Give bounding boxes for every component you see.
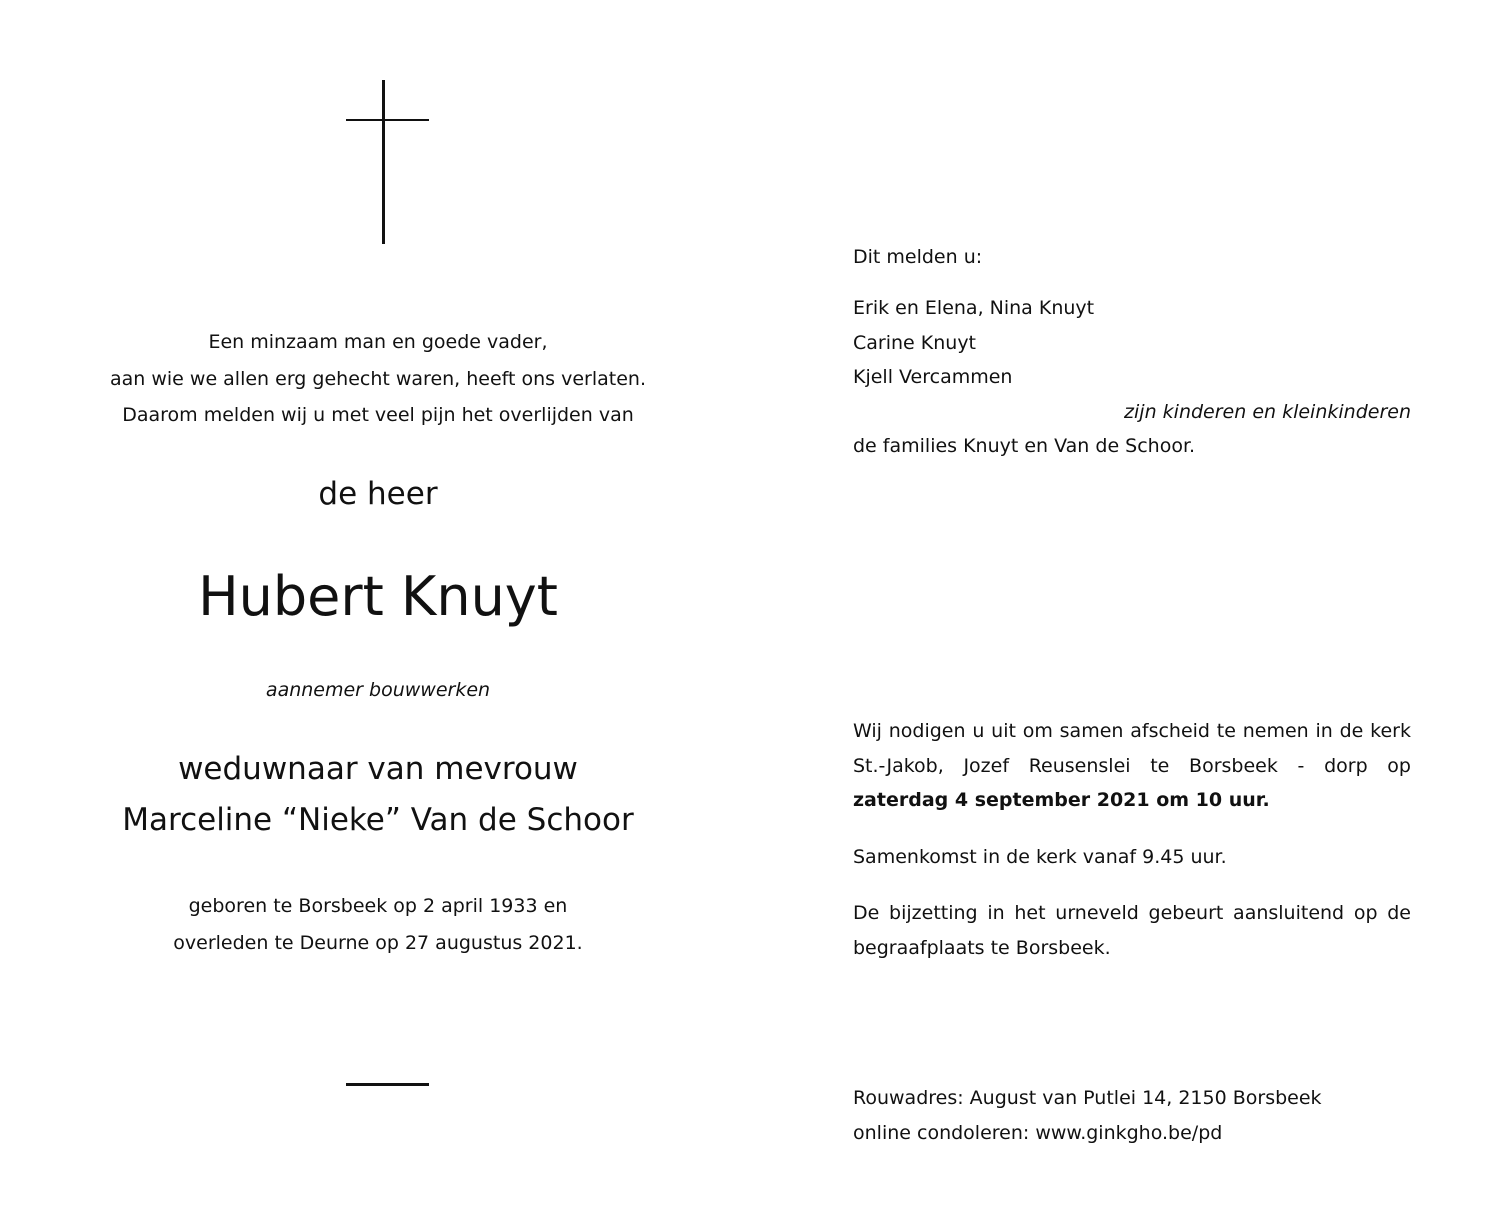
ceremony-date: zaterdag 4 september 2021 om 10 uur.	[853, 789, 1270, 811]
deceased-name: Hubert Knuyt	[198, 565, 558, 628]
intro-line: Een minzaam man en goede vader,	[208, 331, 548, 353]
gathering-text: Samenkomst in de kerk vanaf 9.45 uur.	[853, 845, 1227, 868]
family-role: zijn kinderen en kleinkinderen	[1124, 400, 1411, 423]
cross-icon-vertical	[382, 80, 385, 244]
honorific-title: de heer	[318, 476, 438, 512]
invitation-block	[853, 714, 1411, 965]
condolence-link[interactable]: online condoleren: www.ginkgho.be/pd	[853, 1121, 1223, 1144]
intro-line: Daarom melden wij u met veel pijn het overlijden van	[122, 404, 634, 426]
spouse-text	[60, 744, 696, 846]
invitation-body: Wij nodigen u uit om samen afscheid te nemen in de kerk St.-Jakob, Jozef Reusenslei te Borsbeek - dorp op	[853, 720, 1411, 777]
mourning-address: Rouwadres: August van Putlei 14, 2150 Borsbeek	[853, 1087, 1322, 1109]
profession: aannemer bouwwerken	[265, 679, 491, 701]
family-list	[853, 291, 1411, 464]
family-member: Erik en Elena, Nina Knuyt	[853, 297, 1095, 319]
birth-death-dates	[60, 888, 696, 962]
spouse-line: Marceline “Nieke” Van de Schoor	[122, 802, 634, 838]
death-line: overleden te Deurne op 27 augustus 2021.	[173, 932, 583, 954]
burial-text: De bijzetting in het urneveld gebeurt aansluitend op de begraafplaats te Borsbeek.	[853, 902, 1411, 959]
cross-icon-horizontal	[346, 119, 429, 121]
invitation-text	[853, 714, 1411, 818]
birth-line: geboren te Borsbeek op 2 april 1933 en	[188, 895, 568, 917]
intro-text	[60, 324, 696, 434]
intro-line: aan wie we allen erg gehecht waren, heeft ons verlaten.	[109, 367, 647, 390]
family-member: Kjell Vercammen	[853, 366, 1013, 388]
extended-families: de families Knuyt en Van de Schoor.	[853, 435, 1196, 457]
family-member: Carine Knuyt	[853, 331, 977, 354]
contact-block	[853, 1081, 1411, 1150]
spouse-line: weduwnaar van mevrouw	[178, 751, 578, 787]
announcement-heading: Dit melden u:	[853, 246, 983, 268]
closing-rule	[346, 1083, 429, 1086]
